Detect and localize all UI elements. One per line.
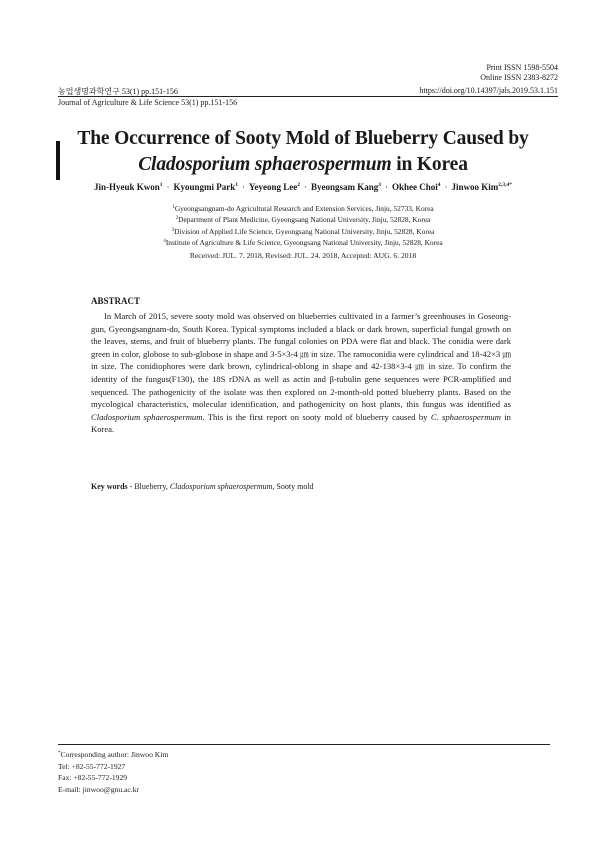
keywords-label: Key words (91, 482, 128, 491)
affiliation: $^4$Institute of Agriculture & Life Science, Gyeongsang National University, Jinju, 52828, Korea (163, 238, 443, 248)
author: Yeyeong Lee$^2$ (248, 182, 300, 192)
author-separator: · (241, 182, 245, 192)
abstract-body: In March of 2015, severe sooty mold was observed on blueberries cultivated in a farmer’s greenhouses in Goseong-gun, Gyeongsangnam-do, South Korea. Typical symptoms included a black or dark brown, superficial fungal growth on the leaves, stems, and fruit of blueberry plants. The fungal colonies on PDA were flat and black. The conidia were dark green in color, globose to sub-globose in shape and 3-5×3-4 ㎛ in size. The ramoconidia were cylindrical and 18-42×3 ㎛ in size. The conidiophores were dark brown, cylindrical-oblong in shape and 42-138×3-4 ㎛ in size. To confirm the identity of the fungus(F130), the 18S rDNA as well as actin and β-tubulin gene sequences were PCR-amplified and sequenced. The pathogenicity of the isolate was then explored on 2-month-old potted blueberry plants. Based on the mycological characteristics, molecular identification, and pathogenicity on host plants, this fungus was identified as Cladosporium sphaerospermum. This is the first report on sooty mold of blueberry caused by C. sphaerospermum in Korea. (91, 311, 511, 435)
header-divider (58, 96, 558, 97)
telephone: Tel: +82-55-772-1927 (58, 761, 126, 771)
affiliation-list (30, 203, 576, 249)
title-suffix: in Korea (391, 154, 468, 175)
author: Byeongsam Kang$^3$ (310, 182, 381, 192)
abstract-heading: ABSTRACT (91, 296, 141, 306)
corresponding-footnote (58, 748, 168, 795)
keywords: Key words - Blueberry, Cladosporium sphaerospermum, Sooty mold (91, 482, 314, 491)
journal-citation: Journal of Agriculture & Life Science 53(1) pp.151-156 (58, 98, 238, 107)
author-separator: · (444, 182, 448, 192)
submission-dates: Received: JUL. 7. 2018, Revised: JUL. 24. 2018, Accepted: AUG. 6. 2018 (189, 251, 417, 260)
doi-link[interactable]: https://doi.org/10.14397/jals.2019.53.1.151 (419, 86, 558, 95)
issn-block (480, 63, 558, 83)
author-list (30, 182, 576, 192)
footnote-divider (58, 744, 550, 745)
author-separator: · (166, 182, 170, 192)
paper-title (40, 126, 566, 178)
fax: Fax: +82-55-772-1929 (58, 773, 128, 783)
author-separator: · (303, 182, 307, 192)
author: Jinwoo Kim$^{2,3,4*}$ (451, 182, 513, 192)
affiliation: $^3$Division of Applied Life Science, Gyeongsang National University, Jinju, 52828, Korea (171, 226, 435, 236)
title-species: Cladosporium sphaerospermum (138, 154, 392, 175)
affiliation: $^2$Department of Plant Medicine, Gyeongsang National University, Jinju, 52828, Korea (175, 215, 431, 225)
print-issn: Print ISSN 1598-5504 (486, 63, 558, 72)
title-line-2 (40, 152, 566, 178)
author: Kyoungmi Park$^1$ (173, 182, 238, 192)
title-line-1: The Occurrence of Sooty Mold of Blueberry Caused by (77, 128, 529, 149)
author: Jin-Hyeuk Kwon$^1$ (93, 182, 163, 192)
affiliation: $^1$Gyeongsangnam-do Agricultural Research and Extension Services, Jinju, 52733, Korea (172, 204, 434, 213)
author-separator: · (385, 182, 388, 192)
corresponding-author: *Corresponding author: Jinwoo Kim (58, 750, 169, 759)
email[interactable]: E-mail: jinwoo@gnu.ac.kr (58, 784, 140, 794)
online-issn: Online ISSN 2383-8272 (480, 73, 558, 82)
korean-journal-citation: 농업생명과학연구 53(1) pp.151-156 (58, 87, 178, 96)
author: Okhee Choi$^4$ (392, 182, 441, 192)
